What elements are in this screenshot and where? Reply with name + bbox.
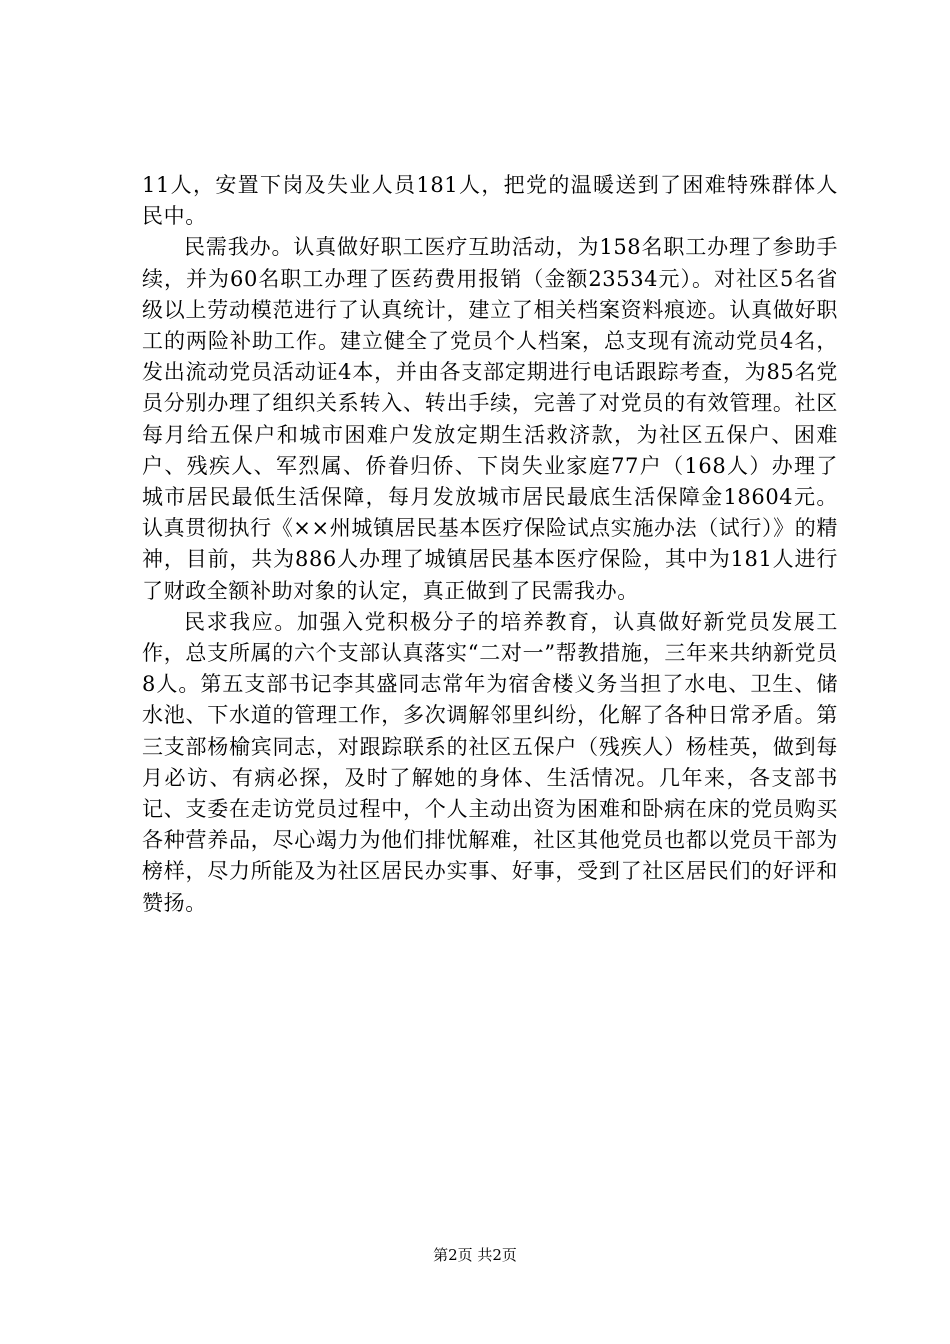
page-number-footer: 第2页 共2页	[433, 1246, 517, 1264]
paragraph-minxu-woban: 民需我办。认真做好职工医疗互助活动，为158名职工办理了参助手续，并为60名职工办理了医药费用报销（金额23534元）。对社区5名省级以上劳动模范进行了认真统计，建立了相关档案资料痕迹。认真做好职工的两险补助工作。建立健全了党员个人档案，总支现有流动党员4名，发出流动党员活动证4本，并由各支部定期进行电话跟踪考查，为85名党员分别办理了组织关系转入、转出手续，完善了对党员的有效管理。社区每月给五保户和城市困难户发放定期生活救济款，为社区五保户、困难户、残疾人、军烈属、侨眷归侨、下岗失业家庭77户（168人）办理了城市居民最低生活保障，每月发放城市居民最底生活保障金18604元。认真贯彻执行《××州城镇居民基本医疗保险试点实施办法（试行）》的精神，目前，共为886人办理了城镇居民基本医疗保险，其中为181人进行了财政全额补助对象的认定，真正做到了民需我办。	[142, 235, 838, 603]
paragraph-minqiu-woying: 民求我应。加强入党积极分子的培养教育，认真做好新党员发展工作，总支所属的六个支部认真落实“二对一”帮教措施，三年来共纳新党员8人。第五支部书记李其盛同志常年为宿舍楼义务当担了水电、卫生、储水池、下水道的管理工作，多次调解邻里纠纷，化解了各种日常矛盾。第三支部杨榆宾同志，对跟踪联系的社区五保户（残疾人）杨桂英，做到每月必访、有病必探，及时了解她的身体、生活情况。几年来，各支部书记、支委在走访党员过程中，个人主动出资为困难和卧病在床的党员购买各种营养品，尽心竭力为他们排忧解难，社区其他党员也都以党员干部为榜样，尽力所能及为社区居民办实事、好事，受到了社区居民们的好评和赞扬。	[142, 609, 838, 915]
paragraph-continuation: 11人，安置下岗及失业人员181人，把党的温暖送到了困难特殊群体人民中。	[142, 173, 838, 229]
document-body	[142, 170, 838, 919]
